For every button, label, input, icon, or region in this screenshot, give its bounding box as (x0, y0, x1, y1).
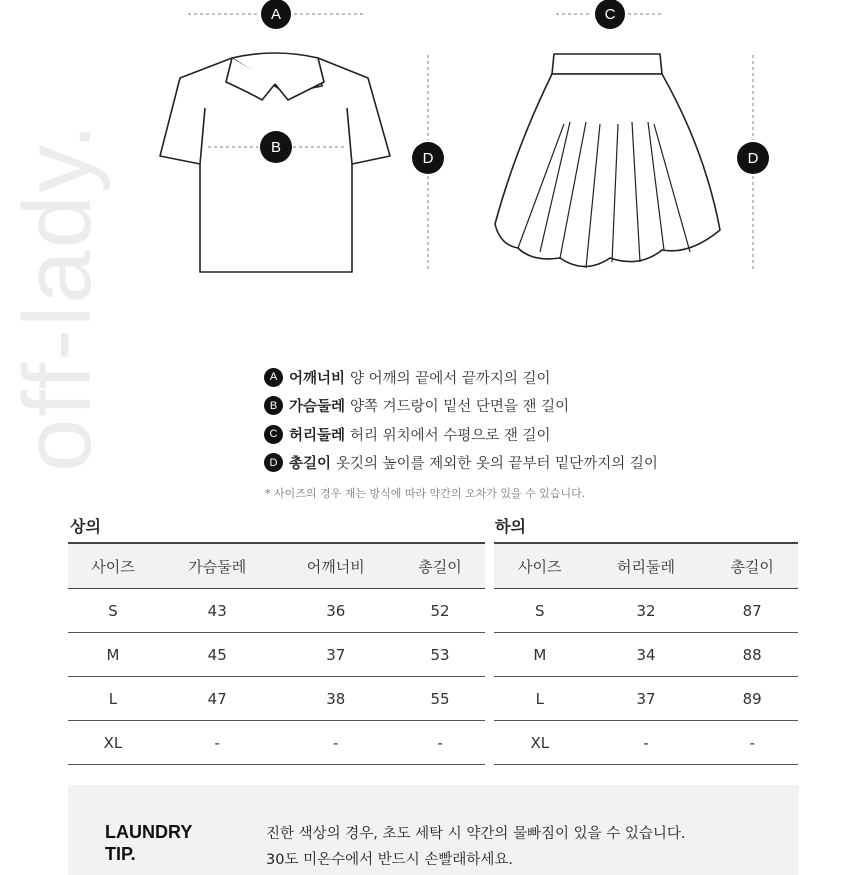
legend-desc: 양 어깨의 끝에서 끝까지의 길이 (350, 370, 551, 387)
table-row (494, 633, 798, 677)
column-header: 총길이 (706, 543, 798, 589)
marker-b-icon (260, 131, 292, 163)
top-size-table (68, 542, 485, 765)
legend-term: 어깨너비 (289, 370, 346, 387)
laundry-tip-title: LAUNDRY TIP. (105, 822, 193, 864)
laundry-line: 진한 색상의 경우, 초도 세탁 시 약간의 물빠짐이 있을 수 있습니다. (266, 826, 686, 842)
marker-c-icon (595, 0, 625, 29)
table-row (494, 677, 798, 721)
legend-item-c (264, 420, 658, 449)
table-cell: - (706, 721, 798, 765)
table-cell: 37 (276, 633, 395, 677)
table-cell: - (276, 721, 395, 765)
garment-diagram (0, 0, 860, 360)
legend-item-a (264, 363, 658, 392)
marker-c-label: C (604, 6, 616, 23)
legend-c-icon: C (264, 425, 283, 444)
brand-watermark: off-lady. (4, 121, 111, 472)
table-cell: 88 (706, 633, 798, 677)
bottom-size-table (494, 542, 798, 765)
table-cell: - (586, 721, 707, 765)
table-cell: M (494, 633, 586, 677)
table-cell: - (395, 721, 485, 765)
marker-a-icon (261, 0, 291, 29)
table-header-row (68, 543, 485, 589)
marker-d-skirt-label: D (747, 150, 759, 167)
table-cell: S (494, 589, 586, 633)
table-cell: 37 (586, 677, 707, 721)
column-header: 허리둘레 (586, 543, 707, 589)
table-row (68, 589, 485, 633)
column-header: 총길이 (395, 543, 485, 589)
laundry-line: 30도 미온수에서 반드시 손빨래하세요. (266, 852, 513, 868)
table-cell: - (158, 721, 277, 765)
table-header-row (494, 543, 798, 589)
table-cell: 55 (395, 677, 485, 721)
size-disclaimer: * 사이즈의 경우 재는 방식에 따라 약간의 오차가 있을 수 있습니다. (265, 487, 586, 500)
skirt-illustration (495, 54, 720, 268)
table-cell: 53 (395, 633, 485, 677)
marker-a-label: A (270, 6, 282, 23)
laundry-tip-box (68, 785, 799, 875)
table-cell: 34 (586, 633, 707, 677)
legend-term: 총길이 (289, 456, 332, 473)
column-header: 사이즈 (68, 543, 158, 589)
table-cell: 87 (706, 589, 798, 633)
column-header: 어깨너비 (276, 543, 395, 589)
table-cell: 47 (158, 677, 277, 721)
legend-a-icon: A (264, 368, 283, 387)
legend-d-icon: D (264, 453, 283, 472)
marker-d-skirt-icon (737, 142, 769, 174)
bottom-table-title: 하의 (495, 517, 526, 536)
table-cell: L (68, 677, 158, 721)
legend-desc: 옷깃의 높이를 제외한 옷의 끝부터 밑단까지의 길이 (336, 456, 658, 473)
column-header: 사이즈 (494, 543, 586, 589)
marker-d-label: D (422, 150, 434, 167)
legend-desc: 허리 위치에서 수평으로 잰 길이 (350, 427, 551, 444)
marker-d-icon (412, 142, 444, 174)
legend-item-b (264, 392, 658, 421)
table-row (68, 633, 485, 677)
marker-b-label: B (270, 139, 282, 156)
table-row (494, 589, 798, 633)
laundry-tip-text (266, 821, 686, 873)
legend-term: 허리둘레 (289, 427, 346, 444)
table-row (68, 677, 485, 721)
legend-desc: 양쪽 겨드랑이 밑선 단면을 잰 길이 (350, 399, 570, 416)
top-table-title: 상의 (70, 517, 101, 536)
table-cell: XL (68, 721, 158, 765)
table-cell: 89 (706, 677, 798, 721)
table-cell: 52 (395, 589, 485, 633)
measurement-legend (264, 363, 658, 477)
table-cell: 45 (158, 633, 277, 677)
table-cell: 38 (276, 677, 395, 721)
table-cell: 32 (586, 589, 707, 633)
legend-b-icon: B (264, 396, 283, 415)
column-header: 가슴둘레 (158, 543, 277, 589)
table-row (494, 721, 798, 765)
legend-term: 가슴둘레 (289, 399, 346, 416)
table-cell: 36 (276, 589, 395, 633)
table-cell: M (68, 633, 158, 677)
table-cell: XL (494, 721, 586, 765)
table-row (68, 721, 485, 765)
table-cell: S (68, 589, 158, 633)
table-cell: 43 (158, 589, 277, 633)
legend-item-d (264, 449, 658, 478)
table-cell: L (494, 677, 586, 721)
